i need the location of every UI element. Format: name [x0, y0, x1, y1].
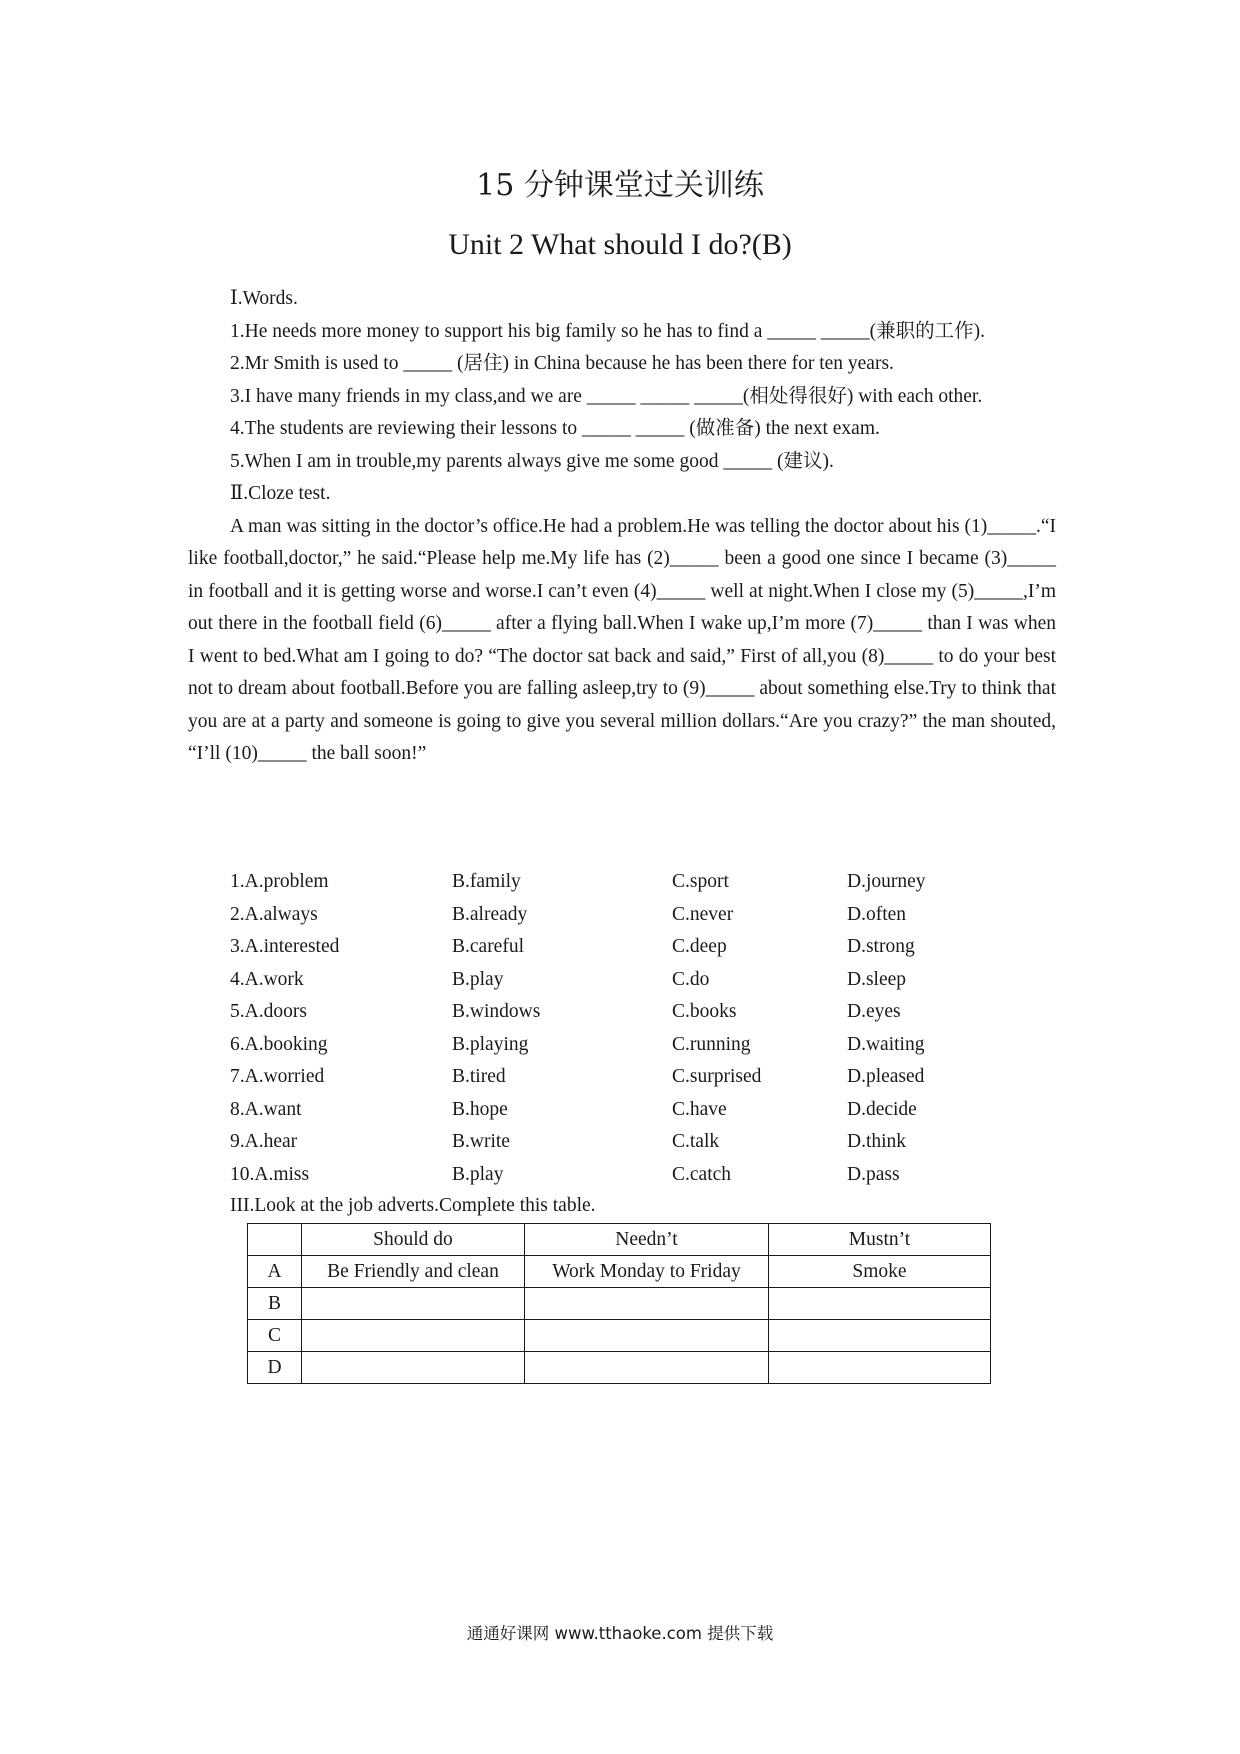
table-cell[interactable] [302, 1352, 525, 1384]
option-b: B.family [452, 871, 521, 892]
option-row [230, 1029, 967, 1062]
option-c: C.catch [672, 1163, 732, 1185]
row-label: A [248, 1256, 302, 1288]
option-c: C.surprised [672, 1066, 762, 1087]
option-a: 10.A.miss [230, 1163, 310, 1185]
word-question-3: 3.I have many friends in my class,and we are _____ _____ _____(相处得很好) with each other. [230, 385, 983, 407]
option-row [230, 899, 967, 932]
option-d: D.pass [847, 1163, 900, 1185]
option-b: B.careful [452, 936, 525, 957]
table-header-row [248, 1224, 991, 1256]
option-row [230, 1159, 967, 1192]
section-1-heading: Ⅰ.Words. [230, 288, 298, 309]
table-cell: Be Friendly and clean [302, 1256, 525, 1288]
word-question-5: 5.When I am in trouble,my parents always give me some good _____ (建议). [230, 450, 834, 472]
option-c: C.running [672, 1033, 751, 1055]
table-row [248, 1256, 991, 1288]
option-a: 6.A.booking [230, 1033, 328, 1055]
option-a: 8.A.want [230, 1098, 302, 1120]
row-label: C [248, 1320, 302, 1352]
option-d: D.strong [847, 936, 915, 957]
unit-title: Unit 2 What should I do?(B) [448, 228, 792, 261]
job-table [247, 1223, 991, 1384]
option-a: 5.A.doors [230, 1001, 307, 1022]
section-3-heading: III.Look at the job adverts.Complete this table. [230, 1195, 596, 1216]
option-c: C.do [672, 968, 710, 990]
option-a: 7.A.worried [230, 1066, 325, 1087]
table-row [248, 1288, 991, 1320]
option-d: D.often [847, 903, 907, 925]
option-d: D.think [847, 1131, 907, 1152]
section-2-heading: Ⅱ.Cloze test. [230, 483, 331, 504]
table-cell: Smoke [769, 1256, 991, 1288]
option-a: 9.A.hear [230, 1131, 298, 1152]
footer-watermark: 通通好课网 www.tthaoke.com 提供下载 [466, 1624, 774, 1643]
option-c: C.talk [672, 1131, 720, 1152]
option-d: D.eyes [847, 1001, 901, 1022]
table-cell[interactable] [525, 1288, 769, 1320]
option-a: 4.A.work [230, 968, 304, 990]
table-header-cell [248, 1224, 302, 1256]
option-b: B.already [452, 903, 528, 925]
option-c: C.never [672, 903, 734, 925]
option-d: D.decide [847, 1098, 917, 1120]
option-row [230, 964, 967, 997]
option-c: C.books [672, 1001, 737, 1022]
page-title: 15 分钟课堂过关训练 [476, 168, 764, 203]
option-b: B.windows [452, 1001, 541, 1022]
cloze-options [230, 866, 967, 1191]
option-c: C.deep [672, 936, 727, 957]
option-d: D.sleep [847, 968, 907, 990]
option-d: D.journey [847, 871, 926, 892]
option-row [230, 866, 967, 899]
option-row [230, 1061, 967, 1094]
cloze-passage: A man was sitting in the doctor’s office.He had a problem.He was telling the doctor about his (1)_____.“I like football,doctor,” he said.“Please help me.My life has (2)_____ been a good one since I became (3)_____ in football and it is getting worse and worse.I can’t even (4)_____ well at night.When I close my (5)_____,I’m out there in the football field (6)_____ after a flying ball.When I wake up,I’m more (7)_____ than I was when I went to bed.What am I going to do? “The doctor sat back and said,” First of all,you (8)_____ to do your best not to dream about football.Before you are falling asleep,try to (9)_____ about something else.Try to think that you are at a party and someone is going to give you several million dollars.“Are you crazy?” the man shouted, “I’ll (10)_____ the ball soon!” [188, 515, 1056, 764]
option-b: B.play [452, 1163, 504, 1185]
option-b: B.tired [452, 1066, 506, 1087]
table-row [248, 1352, 991, 1384]
option-a: 1.A.problem [230, 871, 329, 892]
table-cell[interactable] [769, 1288, 991, 1320]
option-a: 2.A.always [230, 903, 318, 925]
option-c: C.sport [672, 871, 729, 892]
option-b: B.play [452, 968, 504, 990]
option-row [230, 1126, 967, 1159]
option-c: C.have [672, 1098, 727, 1120]
option-a: 3.A.interested [230, 936, 340, 957]
table-cell: Work Monday to Friday [525, 1256, 769, 1288]
table-cell[interactable] [525, 1320, 769, 1352]
word-question-1: 1.He needs more money to support his big family so he has to find a _____ _____(兼职的工作). [230, 320, 985, 342]
row-label: B [248, 1288, 302, 1320]
option-b: B.write [452, 1131, 510, 1152]
option-b: B.hope [452, 1098, 508, 1120]
row-label: D [248, 1352, 302, 1384]
option-d: D.waiting [847, 1033, 925, 1055]
worksheet-content [188, 283, 1056, 771]
table-header-cell: Mustn’t [769, 1224, 991, 1256]
option-row [230, 1094, 967, 1127]
table-cell[interactable] [769, 1352, 991, 1384]
option-row [230, 931, 967, 964]
table-row [248, 1320, 991, 1352]
word-question-4: 4.The students are reviewing their lessons to _____ _____ (做准备) the next exam. [230, 418, 880, 439]
table-cell[interactable] [302, 1288, 525, 1320]
table-header-cell: Needn’t [525, 1224, 769, 1256]
option-row [230, 996, 967, 1029]
word-question-2: 2.Mr Smith is used to _____ (居住) in China because he has been there for ten years. [230, 353, 894, 374]
table-cell[interactable] [525, 1352, 769, 1384]
option-b: B.playing [452, 1033, 529, 1055]
table-cell[interactable] [769, 1320, 991, 1352]
option-d: D.pleased [847, 1066, 925, 1087]
table-header-cell: Should do [302, 1224, 525, 1256]
table-cell[interactable] [302, 1320, 525, 1352]
